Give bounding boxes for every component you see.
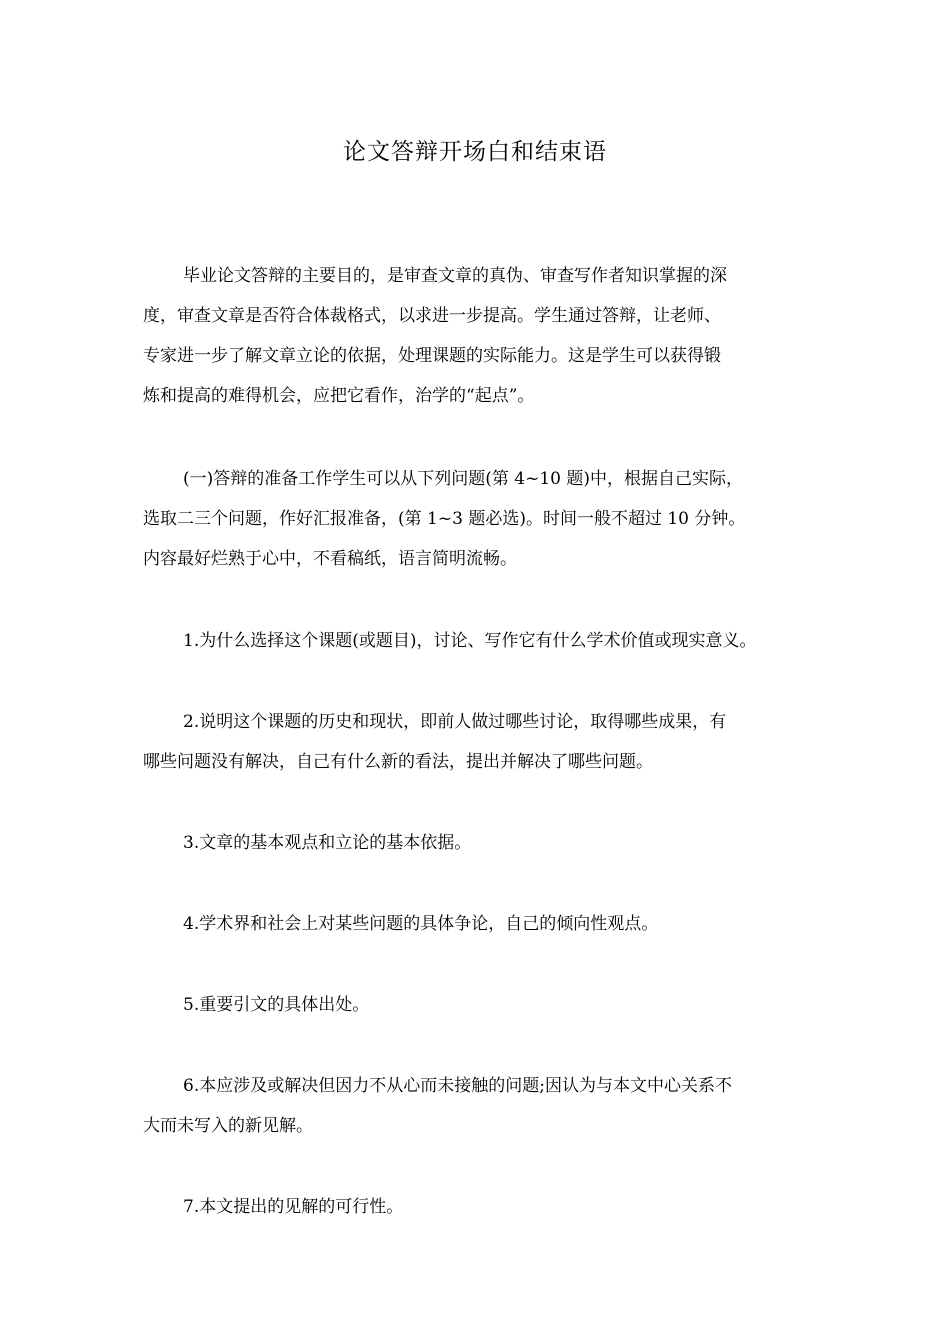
paragraph-line: 哪些问题没有解决，自己有什么新的看法，提出并解决了哪些问题。 (143, 752, 653, 772)
paragraph-line: 7.本文提出的见解的可行性。 (183, 1197, 404, 1217)
paragraph-line: 4.学术界和社会上对某些问题的具体争论，自己的倾向性观点。 (183, 914, 659, 934)
paragraph-line: 2.说明这个课题的历史和现状，即前人做过哪些讨论，取得哪些成果，有 (183, 712, 727, 732)
paragraph-line: 专家进一步了解文章立论的依据，处理课题的实际能力。这是学生可以获得锻 (143, 346, 721, 366)
paragraph-preparation (143, 459, 823, 579)
paragraph-line: 毕业论文答辩的主要目的，是审查文章的真伪、审查写作者知识掌握的深 (183, 266, 727, 286)
paragraph-line: 1.为什么选择这个课题(或题目)，讨论、写作它有什么学术价值或现实意义。 (183, 631, 757, 651)
paragraph-line: (一)答辩的准备工作学生可以从下列问题(第 4~10 题)中，根据自己实际， (183, 469, 744, 489)
list-item-2 (143, 702, 823, 782)
list-item-3 (143, 823, 823, 863)
paragraph-line: 炼和提高的难得机会，应把它看作，治学的“起点”。 (143, 386, 535, 406)
paragraph-line: 内容最好烂熟于心中，不看稿纸，语言简明流畅。 (143, 549, 517, 569)
list-item-4 (143, 904, 823, 944)
paragraph-line: 度，审查文章是否符合体裁格式，以求进一步提高。学生通过答辩，让老师、 (143, 306, 721, 326)
paragraph-intro (143, 256, 823, 416)
paragraph-line: 选取二三个问题，作好汇报准备，(第 1~3 题必选)。时间一般不超过 10 分钟。 (143, 509, 746, 529)
list-item-7 (143, 1187, 823, 1227)
paragraph-line: 大而未写入的新见解。 (143, 1116, 313, 1136)
list-item-1 (143, 621, 823, 661)
list-item-5 (143, 985, 823, 1025)
list-item-6 (143, 1066, 823, 1146)
paragraph-line: 3.文章的基本观点和立论的基本依据。 (183, 833, 472, 853)
document-title: 论文答辩开场白和结束语 (343, 139, 607, 165)
paragraph-line: 5.重要引文的具体出处。 (183, 995, 370, 1015)
paragraph-line: 6.本应涉及或解决但因力不从心而未接触的问题;因认为与本文中心关系不 (183, 1076, 732, 1096)
